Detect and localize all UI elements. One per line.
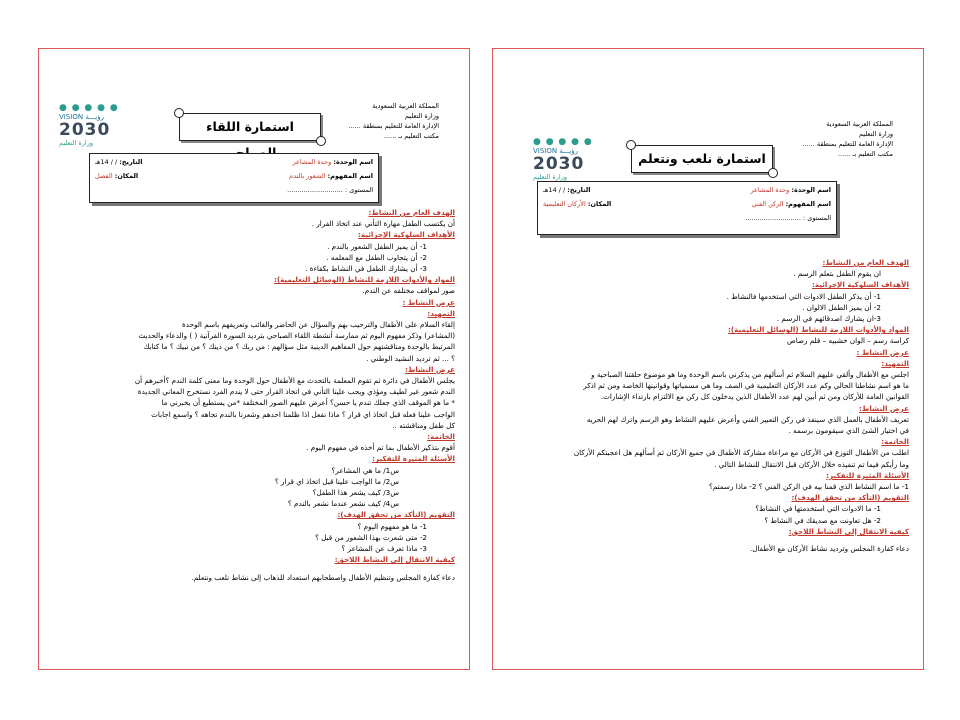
section-line: 1- ما هو مفهوم اليوم ؟ [357,521,427,531]
place-value: الفصل [95,172,113,180]
section-line: القوانين العامة للأركان ومن ثم أبين لهم عدد الأطفال الذين يدخلون كل ركن مع الالتزام بارتداء الإشارات. [600,392,909,402]
kingdom-label: المملكة العربية السعودية [826,120,893,128]
section-heading: عرض النشاط : [856,347,909,357]
section-line: أقوم بتذكير الأطفال بما تم أخذه في مفهوم اليوم . [306,443,455,453]
vision-2030-logo: ● ● ● ● ● VISION رؤيـــة 2030 وزارة التعليم [59,103,119,147]
form-title: استمارة نلعب ونتعلم [631,145,773,173]
place-value: الأركان التعليمية [543,200,586,208]
section-heading: الأسئلة المثيرة للتفكير: [372,454,455,464]
section-line: اطلب من الأطفال التوزع في الأركان مع مراعاة مشاركة الأطفال في جميع الأركان ثم أسألهم هل اعجبتكم الأركان [573,448,909,458]
section-line: دعاء كفارة المجلس وترديد نشاط الأركان مع الأطفال. [749,544,909,554]
section-line: المرتبط بالوحدة ومناقشتهم حول المفاهيم الدينية مثل سؤالهم : من ربك ؟ من دينك ؟ من نبيك ؟ ما كتابك [143,342,455,352]
section-line: أن يكتسب الطفل مهارة التأني عند اتخاذ القرار . [311,219,455,229]
section-heading: الأسئلة المثيرة للتفكير: [826,470,909,480]
section-line: ما هو اسم نشاطنا الحالي وكم عدد الأركان التعليمية في الصف وما هي مسمياتها وقوانينها الخاصة ومن ثم اذكر [583,381,909,391]
unit-value: وحدة المشاعر [292,158,332,166]
section-line: يجلس الأطفال في دائرة ثم تقوم المعلمة بالتحدث مع الأطفال حول الوحدة وما معنى كلمة الندم ؟أخبرهم أن [134,376,455,386]
section-line: الندم شعور غير لطيف ومؤذي ويجب علينا التأني في اتخاذ القرار حتى لا يندم الفرد نستخرج المعاني الجديدة [137,387,455,397]
ministry-label: وزارة التعليم [858,130,893,138]
section-line: في اختيار الشئ الذي سيقومون برسمه . [788,426,909,436]
section-line: دعاء كفارة المجلس وتنظيم الأطفال واصطحابهم استعداد للذهاب إلى نشاط نلعب ونتعلم. [191,572,455,582]
section-line: صور لمواقف مختلفه عن الندم. [362,286,455,296]
vision-2030-logo: ● ● ● ● ● VISION رؤيـــة 2030 وزارة التعليم [533,137,593,181]
morning-meeting-form [38,48,470,670]
section-line: ؟ ... ثم ترديد النشيد الوطني . [366,353,455,363]
section-line: 3-ان يشارك اصدقائهم في الرسم . [776,314,881,324]
ministry-label: وزارة التعليم [404,112,439,120]
section-heading: الخاتمة: [881,437,909,447]
section-line: 2- أن يتجاوب الطفل مع المعلمه . [326,252,427,262]
office-label: مكتب التعليم بـ ...... [383,132,439,140]
info-box: اسم الوحدة: وحدة المشاعر التاريخ: / / 14هـ اسم المفهوم: الشعور بالندم المكان: الفصل المستوى : ........................... [89,153,379,203]
form-body [503,257,909,554]
form-header [39,49,469,154]
form-body [49,207,455,583]
unit-value: وحدة المشاعر [750,186,790,194]
section-heading: كيفية الانتقال إلى النشاط اللاحق: [788,526,909,536]
section-heading: الخاتمة: [427,432,455,442]
section-line: 3- ماذا تعرف عن المشاعر ؟ [341,544,427,554]
section-heading: التمهيد: [427,308,455,318]
section-heading: كيفية الانتقال إلى النشاط اللاحق: [334,555,455,565]
section-line: اجلس مع الأطفال وألقي عليهم السلام ثم أسألهم من يذكرني باسم الوحدة وما هو موضوع حلقتنا الصباحية و [591,370,909,380]
concept-value: الشعور بالندم [289,172,326,180]
date-value: / / 14هـ [543,186,566,194]
section-heading: التمهيد: [881,358,909,368]
section-line: 1- أن يميز الطفل الشعور بالندم . [327,241,427,251]
section-heading: التقويم (التأكد من تحقق الهدف): [337,510,455,520]
section-heading: المواد والأدوات اللازمة للنشاط (الوسائل التعليمية): [727,325,909,335]
section-line: س2/ ما الواجب علينا قبل اتخاذ اي قرار ؟ [274,476,399,486]
section-line: كل طفل ومناقشته .. [392,420,455,430]
ministry-block [802,119,893,159]
section-heading: الهدف العام من النشاط: [822,258,909,267]
section-heading: عرض النشاط: [404,364,455,374]
section-line: 1- ما اسم النشاط الذي قمنا بيه في الركن الفني ؟ 2- ماذا رسمتم؟ [709,482,909,492]
section-heading: التقويم (التأكد من تحقق الهدف): [791,493,909,503]
section-line: 2- متى شعرت بهذا الشعور من قبل ؟ [315,532,427,542]
section-line: س4/ كيف نشعر عندما نشعر بالندم ؟ [287,499,399,509]
section-line: (المشاعر) وذكر مفهوم اليوم ثم ممارسة أنشطة اللقاء الصباحي بترديد السورة القرآنية ( ) والدعاء والحديث [138,331,455,341]
date-value: / / 14هـ [95,158,118,166]
section-line: 2- هل تعاونت مع صديقك في النشاط ؟ [764,515,881,525]
info-box: اسم الوحدة: وحدة المشاعر التاريخ: / / 14هـ اسم المفهوم: الركن الفني المكان: الأركان التعليمية المستوى : ........................... [537,181,837,235]
section-line: 1- أن يذكر الطفل الادوات التي استخدمها فالنشاط . [726,291,881,301]
level-label: المستوى : ........................... [745,214,831,222]
section-heading: الهدف العام من النشاط: [368,208,455,217]
form-header [493,49,923,181]
section-line: 1- ما الادوات التي استخدمتها في النشاط؟ [755,504,881,514]
concept-value: الركن الفني [751,200,784,208]
section-heading: الأهداف السلوكية الإجرائية: [358,230,455,240]
admin-label: الإدارة العامة للتعليم بمنطقة ...... [802,140,893,148]
section-line: * ما هو الموقف الذي جعلك تندم يا حسن؟ أعرض عليهم الصور المختلفة *من يستطيع أن يخبرني ما [161,398,455,408]
play-learn-form [492,48,924,670]
section-line: كراسة رسم – الوان خشبيه – قلم رصاص [787,336,909,346]
section-line: الواجب علينا فعله قبل اتخاذ اي قرار ؟ ماذا نفعل اذا ظلمنا احدهم وشعرنا بالندم تجاهه ؟ واسمع اجابات [151,409,455,419]
section-heading: الأهداف السلوكية الإجرائية: [812,280,909,290]
ministry-block [348,101,439,141]
office-label: مكتب التعليم بـ ...... [837,150,893,158]
level-label: المستوى : ........................... [287,186,373,194]
section-heading: المواد والأدوات اللازمة للنشاط (الوسائل التعليمية): [273,275,455,285]
section-line: 2- أن يميز الطفل الالوان . [802,302,881,312]
section-line: ان يقوم الطفل بتعلم الرسم . [793,269,881,279]
section-line: س3/ كيف يشعر هذا الطفل؟ [312,488,399,498]
admin-label: الإدارة العامة للتعليم بمنطقة ...... [348,122,439,130]
section-line: وما رأيكم فيما تم تنفيذه خلال الأركان قبل الانتقال للنشاط التالي . [714,459,909,469]
form-title: استمارة اللقاء [179,113,321,141]
section-line: تعريف الأطفال بالعمل الذي سينفذ في ركن التعبير الفني وأعرض عليهم النشاط وهو الرسم واترك لهم الحريه [586,414,909,424]
section-line: إلقاء السلام على الأطفال والترحيب بهم والسؤال عن الحاضر والغائب وتعريفهم باسم الوحدة [182,320,455,330]
section-heading: عرض النشاط : [402,297,455,307]
kingdom-label: المملكة العربية السعودية [372,102,439,110]
section-line: 3- أن يشارك الطفل في النشاط بكفاءة . [305,264,427,274]
section-heading: عرض النشاط: [858,403,909,413]
section-line: س1/ ما هي المشاعر؟ [331,465,399,475]
